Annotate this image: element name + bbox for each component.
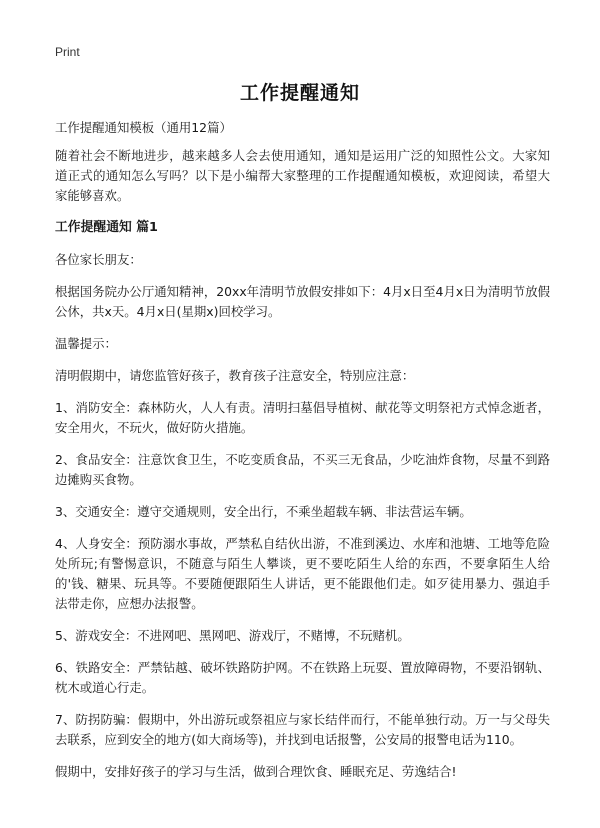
reminder-intro: 清明假期中，请您监管好孩子，教育孩子注意安全，特别应注意： — [55, 368, 415, 383]
document-body — [55, 118, 550, 794]
reminder-label: 温馨提示： — [55, 336, 117, 351]
print-label[interactable]: Print — [55, 45, 80, 59]
closing-paragraph: 假期中，安排好孩子的学习与生活，做到合理饮食、睡眠充足、劳逸结合! — [55, 764, 457, 779]
list-item: 1、消防安全：森林防火，人人有责。清明扫墓倡导植树、献花等文明祭祀方式悼念逝者，安全用火，不玩火，做好防火措施。 — [55, 400, 550, 435]
list-item: 3、交通安全：遵守交通规则，安全出行，不乘坐超载车辆、非法营运车辆。 — [55, 504, 472, 519]
document-subtitle: 工作提醒通知模板（通用12篇） — [55, 120, 232, 135]
list-item: 6、铁路安全：严禁钻越、破坏铁路防护网。不在铁路上玩耍、置放障碍物，不要沿钢轨、枕木或道心行走。 — [55, 660, 550, 695]
notice-paragraph: 根据国务院办公厅通知精神，20xx年清明节放假安排如下：4月x日至4月x日为清明节放假公休，共x天。4月x日(星期x)回校学习。 — [55, 284, 550, 319]
greeting-paragraph: 各位家长朋友： — [55, 252, 142, 267]
list-item: 5、游戏安全：不进网吧、黑网吧、游戏厅，不赌博，不玩赌机。 — [55, 628, 410, 643]
document-title: 工作提醒通知 — [239, 82, 360, 104]
section-heading: 工作提醒通知 篇1 — [55, 220, 158, 235]
list-item: 2、食品安全：注意饮食卫生，不吃变质食品，不买三无食品，少吃油炸食物，尽量不到路边摊购买食物。 — [55, 452, 550, 487]
list-item: 7、防拐防骗：假期中，外出游玩或祭祖应与家长结伴而行，不能单独行动。万一与父母失去联系，应到安全的地方(如大商场等)，并找到电话报警，公安局的报警电话为110。 — [55, 712, 550, 747]
list-item: 4、人身安全：预防溺水事故，严禁私自结伙出游，不准到溪边、水库和池塘、工地等危险处所玩;有警惕意识，不随意与陌生人攀谈，更不要吃陌生人给的东西，不要拿陌生人给的'钱、糖果、玩具等。不要随便跟陌生人讲话，更不能跟他们走。如歹徒用暴力、强迫手法带走你，应想办法报警。 — [55, 536, 550, 611]
intro-paragraph: 随着社会不断地进步，越来越多人会去使用通知，通知是运用广泛的知照性公文。大家知道正式的通知怎么写吗？以下是小编帮大家整理的工作提醒通知模板，欢迎阅读，希望大家能够喜欢。 — [55, 148, 550, 203]
